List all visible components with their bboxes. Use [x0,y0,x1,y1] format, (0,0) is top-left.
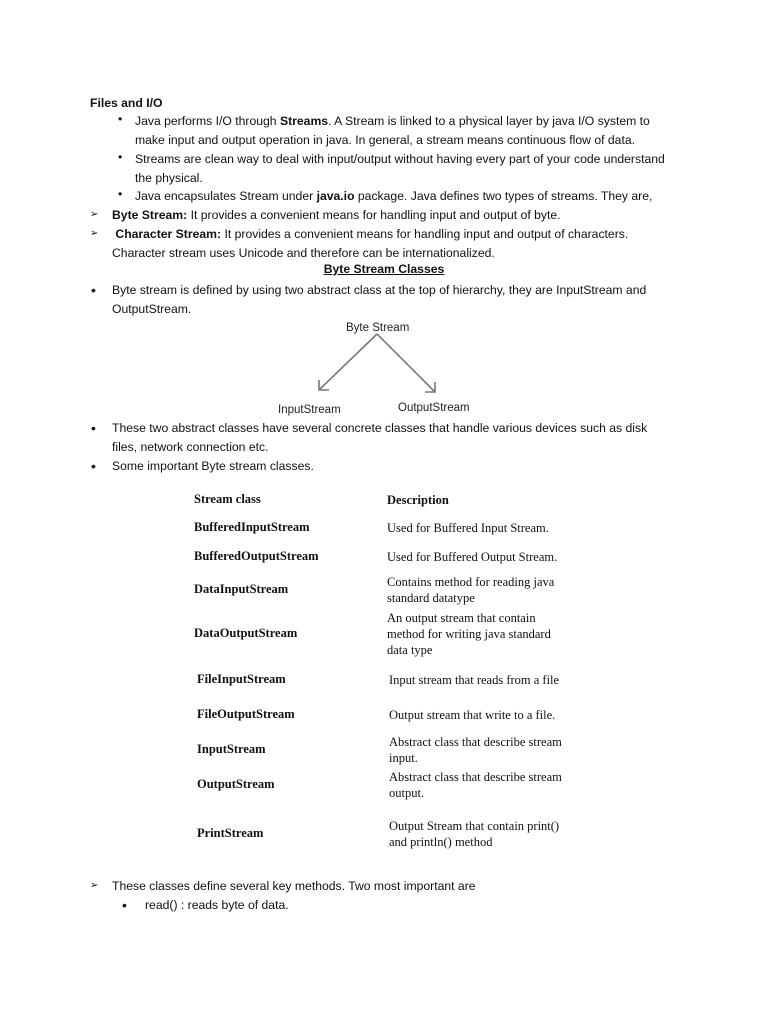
table-cell-description: Output stream that write to a file. [389,708,556,722]
diagram-root-label: Byte Stream [346,322,410,334]
list-item: These two abstract classes have several concrete classes that handle various devices such as disk files, network connection etc. [112,421,648,454]
bullet-marker: • [91,282,96,298]
table-cell-description: Used for Buffered Output Stream. [387,550,558,564]
table-cell-class: BufferedInputStream [194,520,310,534]
bullet-marker: • [91,420,96,436]
table-cell-class: PrintStream [197,826,264,840]
table-cell-class: OutputStream [197,777,275,791]
bullet-marker: • [122,897,127,913]
table-cell-description: Output Stream that contain print() and println() method [389,819,560,849]
table-cell-class: DataOutputStream [194,626,298,640]
diagram-edge-right [377,334,435,392]
bullet-marker: • [118,187,123,201]
arrow-bullet-icon: ➢ [90,880,99,891]
table-cell-class: FileOutputStream [197,707,295,721]
list-item: Some important Byte stream classes. [112,459,314,473]
section-heading: Byte Stream Classes [323,262,445,276]
table-header: Stream class [194,492,261,506]
table-cell-class: InputStream [197,742,266,756]
diagram-right-label: OutputStream [398,402,470,414]
list-item: read() : reads byte of data. [145,898,289,912]
table-cell-description: An output stream that contain method for writing java standard data type [387,611,551,657]
list-item: Java performs I/O through Streams. A Stream is linked to a physical layer by java I/O system to make input and output operation in java. In general, a stream means continuous flow of data. [135,114,650,147]
bullet-marker: • [118,112,123,126]
table-cell-class: FileInputStream [197,672,286,686]
list-item: Byte stream is defined by using two abstract class at the top of hierarchy, they are InputStream and OutputStream. [112,283,647,316]
table-cell-class: DataInputStream [194,582,289,596]
list-item: Byte Stream: It provides a convenient means for handling input and output of byte. [112,208,561,222]
list-item: These classes define several key methods. Two most important are [112,879,476,893]
arrow-bullet-icon: ➢ [90,228,99,239]
table-cell-description: Input stream that reads from a file [389,673,560,687]
table-cell-description: Contains method for reading java standard datatype [387,575,555,605]
diagram-left-label: InputStream [278,404,341,416]
arrow-bullet-icon: ➢ [90,209,99,220]
table-cell-description: Abstract class that describe stream output. [389,770,562,800]
bullet-marker: • [91,458,96,474]
table-cell-description: Abstract class that describe stream input. [389,735,562,765]
list-item: Java encapsulates Stream under java.io package. Java defines two types of streams. They are, [135,189,653,203]
table-header: Description [387,493,449,507]
page-title: Files and I/O [90,96,163,110]
byte-stream-diagram [270,316,490,420]
list-item: Character Stream: It provides a convenient means for handling input and output of characters. Character stream uses Unicode and therefore can be internationalized. [112,227,629,260]
diagram-edge-left [319,334,377,390]
table-cell-class: BufferedOutputStream [194,549,319,563]
table-cell-description: Used for Buffered Input Stream. [387,521,549,535]
bullet-marker: • [118,150,123,164]
list-item: Streams are clean way to deal with input/output without having every part of your code understand the physical. [135,152,665,185]
